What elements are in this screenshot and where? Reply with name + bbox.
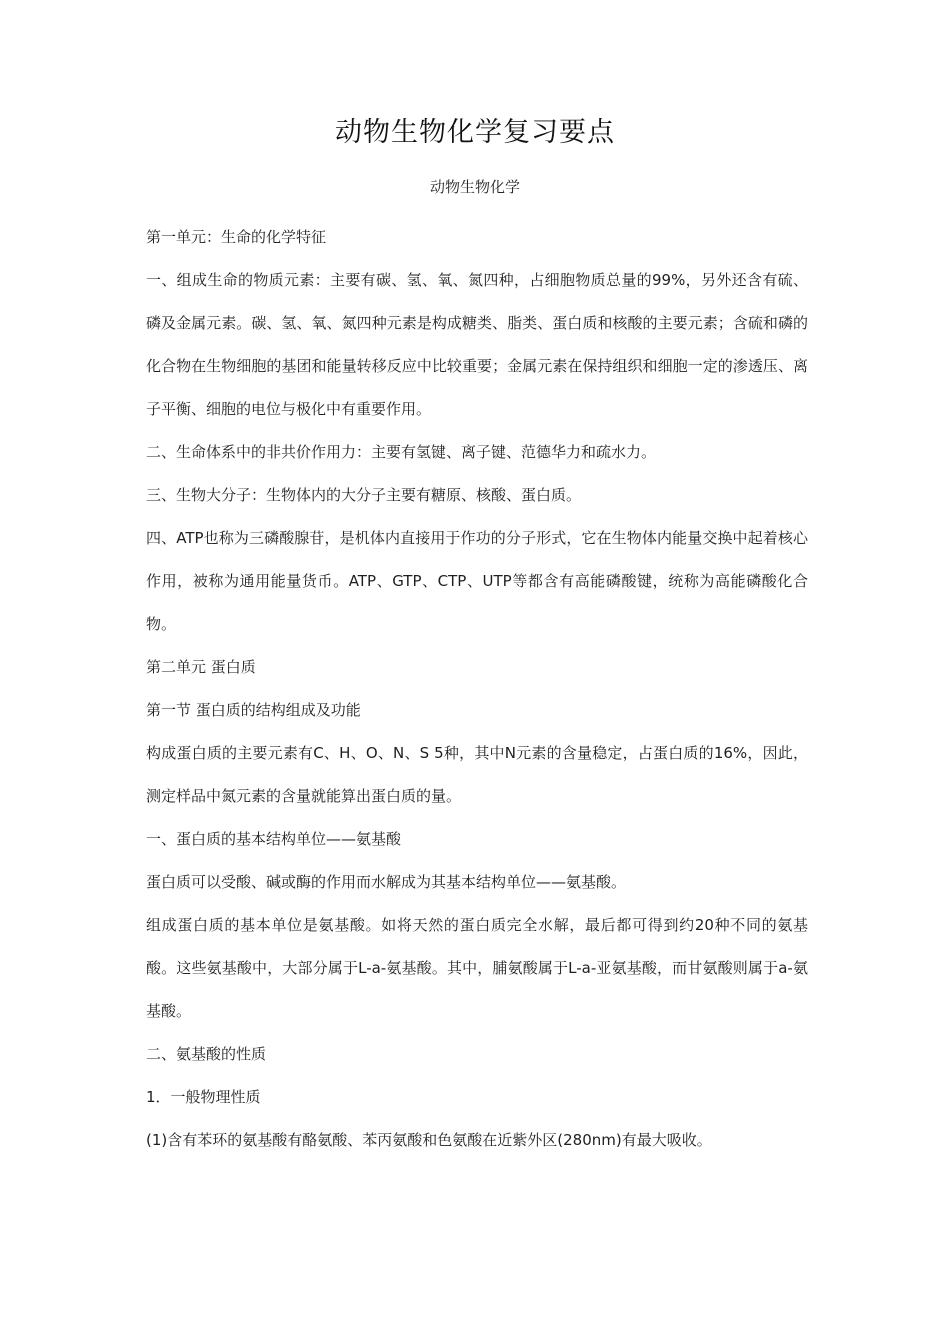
unit-heading: 第二单元 蛋白质: [146, 658, 256, 676]
document-body: [146, 216, 808, 1162]
document-title: 动物生物化学复习要点: [335, 117, 615, 148]
paragraph: 一、组成生命的物质元素：主要有碳、氢、氧、氮四种，占细胞物质总量的99%，另外还含有硫、磷及金属元素。碳、氢、氧、氮四种元素是构成糖类、脂类、蛋白质和核酸的主要元素；含硫和磷的化合物在生物细胞的基团和能量转移反应中比较重要；金属元素在保持组织和细胞一定的渗透压、离子平衡、细胞的电位与极化中有重要作用。: [146, 271, 808, 418]
subsection-heading: 一、蛋白质的基本结构单位——氨基酸: [146, 830, 402, 848]
paragraph: 四、ATP也称为三磷酸腺苷，是机体内直接用于作功的分子形式，它在生物体内能量交换中起着核心作用，被称为通用能量货币。ATP、GTP、CTP、UTP等都含有高能磷酸键，统称为高能磷酸化合物。: [146, 529, 808, 633]
paragraph: 二、生命体系中的非共价作用力：主要有氢键、离子键、范德华力和疏水力。: [146, 443, 657, 461]
list-item: (1)含有苯环的氨基酸有酪氨酸、苯丙氨酸和色氨酸在近紫外区(280nm)有最大吸收。: [146, 1131, 712, 1149]
paragraph: 蛋白质可以受酸、碱或酶的作用而水解成为其基本结构单位——氨基酸。: [146, 873, 627, 891]
subsection-heading: 二、氨基酸的性质: [146, 1045, 267, 1063]
unit-heading: 第一单元：生命的化学特征: [146, 228, 327, 246]
list-heading: 1．一般物理性质: [146, 1088, 261, 1106]
paragraph: 三、生物大分子：生物体内的大分子主要有糖原、核酸、蛋白质。: [146, 486, 582, 504]
section-heading: 第一节 蛋白质的结构组成及功能: [146, 701, 361, 719]
paragraph: 组成蛋白质的基本单位是氨基酸。如将天然的蛋白质完全水解，最后都可得到约20种不同的氨基酸。这些氨基酸中，大部分属于L-a-氨基酸。其中，脯氨酸属于L-a-亚氨基酸，而甘氨酸则属于a-氨基酸。: [146, 916, 808, 1020]
paragraph: 构成蛋白质的主要元素有C、H、O、N、S 5种，其中N元素的含量稳定，占蛋白质的16%，因此，测定样品中氮元素的含量就能算出蛋白质的量。: [146, 744, 808, 805]
document-subtitle: 动物生物化学: [429, 178, 520, 196]
